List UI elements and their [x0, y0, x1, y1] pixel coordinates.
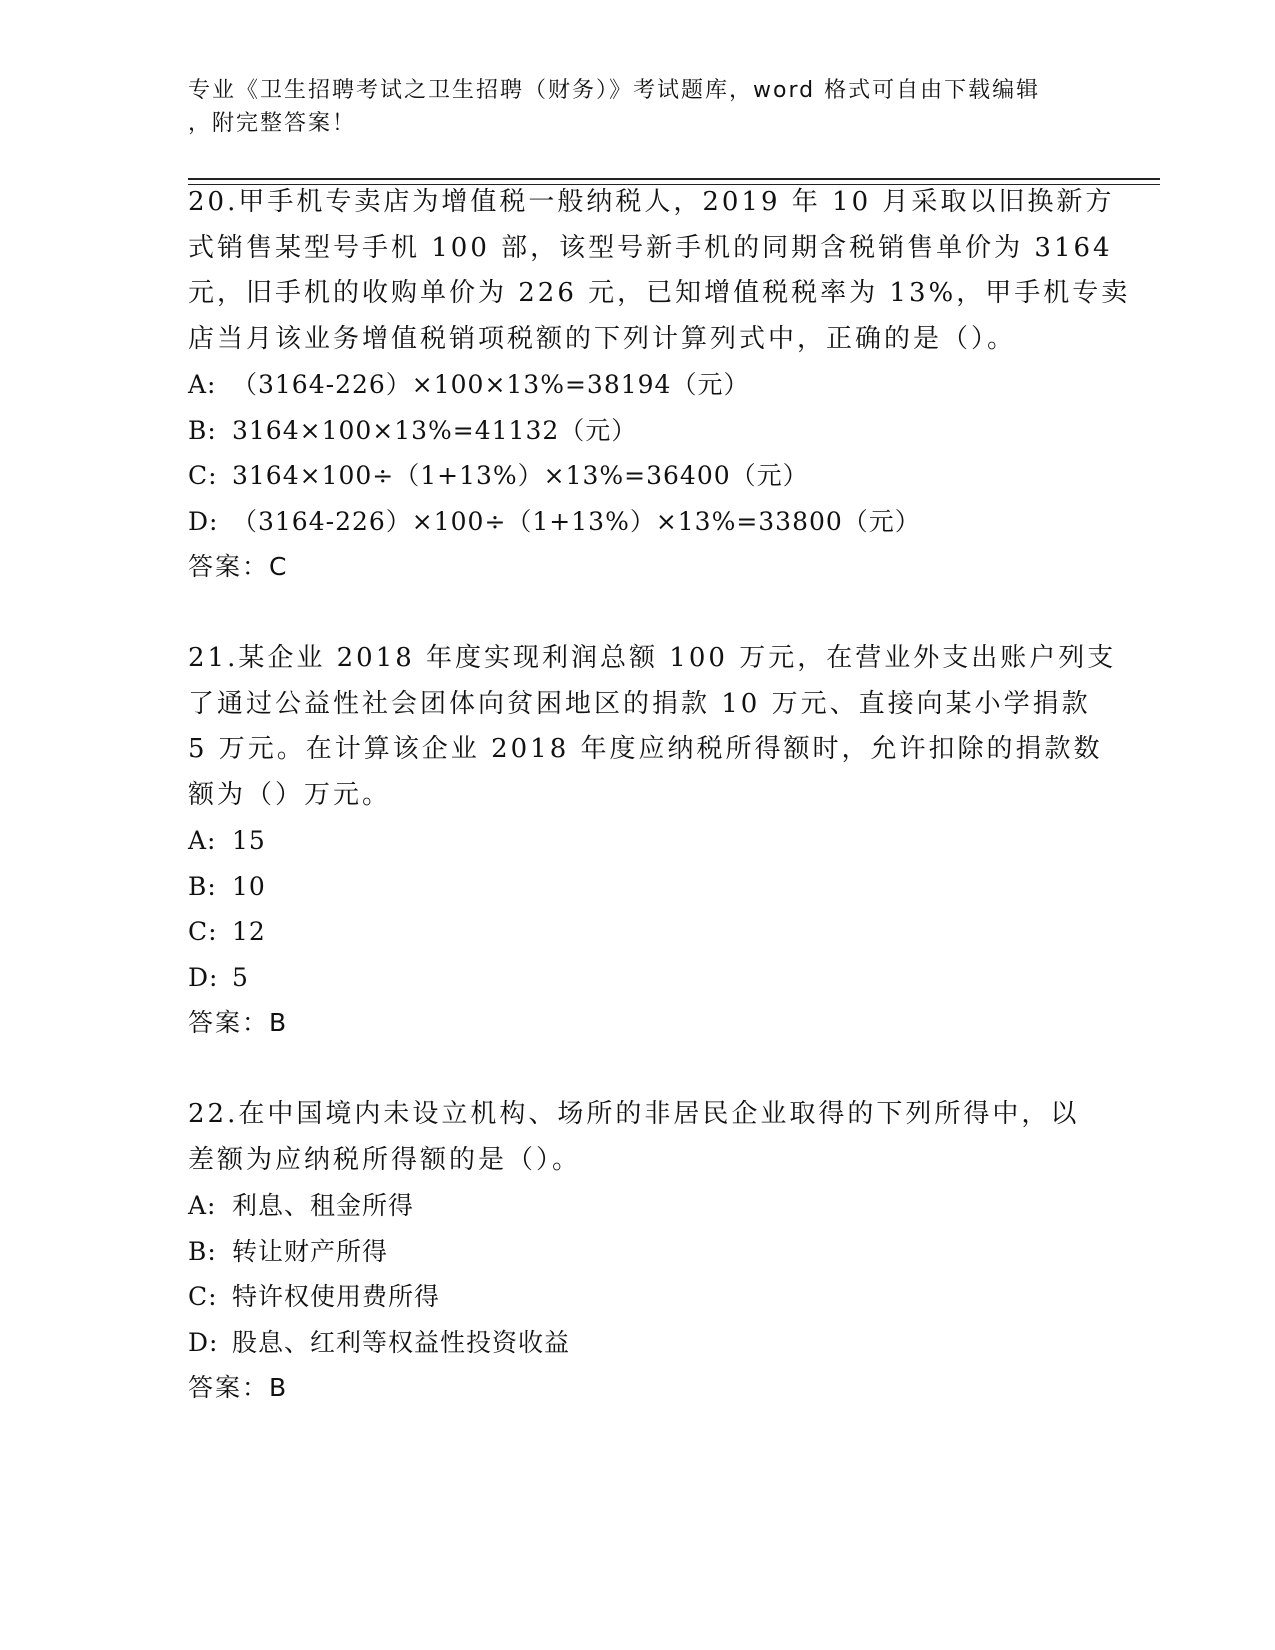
- option-b: [188, 1229, 1088, 1275]
- question-text-line: 店当月该业务增值税销项税额的下列计算列式中，正确的是（）。: [188, 323, 1017, 354]
- option-d: [188, 1320, 1088, 1366]
- question-block: [188, 636, 1117, 1046]
- answer-line: 答案：B: [188, 1008, 289, 1037]
- option-text: （3164-226）×100÷（1+13%）×13%=33800（元）: [232, 506, 921, 536]
- option-key: A:: [188, 1191, 217, 1220]
- option-text: 特许权使用费所得: [232, 1282, 441, 1311]
- option-b: [188, 408, 1088, 454]
- question-text-line: 22.在中国境内未设立机构、场所的非居民企业取得的下列所得中，以: [188, 1099, 1080, 1129]
- question-block: [188, 1092, 1088, 1411]
- option-text: 10: [232, 871, 266, 901]
- option-a: [188, 362, 1088, 408]
- option-key: A:: [188, 370, 217, 399]
- option-key: D:: [188, 1327, 219, 1357]
- option-key: D:: [188, 506, 219, 536]
- question-text-line: 式销售某型号手机 100 部，该型号新手机的同期含税销售单价为 3164: [188, 232, 1113, 263]
- option-key: D:: [188, 962, 219, 992]
- question-text-line: 额为（）万元。: [188, 779, 392, 810]
- option-text: 3164×100×13%=41132（元）: [232, 415, 638, 445]
- question-text-line: 元，旧手机的收购单价为 226 元，已知增值税税率为 13%，甲手机专卖: [188, 278, 1131, 308]
- option-key: C:: [188, 917, 218, 946]
- question-block: [188, 180, 1131, 590]
- option-d: [188, 955, 1088, 1001]
- option-text: 股息、红利等权益性投资收益: [232, 1327, 571, 1357]
- option-text: 5: [232, 962, 249, 992]
- header-line: ，附完整答案！: [188, 111, 357, 136]
- option-key: A:: [188, 826, 217, 855]
- option-text: 15: [232, 826, 266, 855]
- option-d: [188, 499, 1088, 545]
- option-key: B:: [188, 1236, 217, 1266]
- question-text-line: 了通过公益性社会团体向贫困地区的捐款 10 万元、直接向某小学捐款: [188, 688, 1091, 719]
- option-text: 3164×100÷（1+13%）×13%=36400（元）: [232, 461, 809, 490]
- option-key: C:: [188, 461, 218, 490]
- question-text-line: 差额为应纳税所得额的是（）。: [188, 1144, 582, 1175]
- option-c: [188, 1274, 1088, 1320]
- option-text: 转让财产所得: [232, 1236, 389, 1266]
- question-text-line: 20.甲手机专卖店为增值税一般纳税人，2019 年 10 月采取以旧换新方: [188, 187, 1115, 217]
- option-key: B:: [188, 415, 217, 445]
- answer-line: 答案：B: [188, 1373, 289, 1402]
- question-text-line: 5 万元。在计算该企业 2018 年度应纳税所得额时，允许扣除的捐款数: [188, 734, 1103, 764]
- question-text-line: 21.某企业 2018 年度实现利润总额 100 万元，在营业外支出账户列支: [188, 643, 1117, 673]
- option-key: C:: [188, 1282, 218, 1311]
- option-text: 利息、租金所得: [232, 1191, 415, 1220]
- option-text: （3164-226）×100×13%=38194（元）: [232, 370, 750, 399]
- option-b: [188, 864, 1088, 910]
- option-key: B:: [188, 871, 217, 901]
- option-a: [188, 1183, 1088, 1229]
- answer-line: 答案：C: [188, 552, 289, 581]
- document-header: [188, 74, 1068, 140]
- option-c: [188, 453, 1088, 499]
- option-a: [188, 818, 1088, 864]
- header-line: 专业《卫生招聘考试之卫生招聘（财务）》考试题库，word 格式可自由下载编辑: [188, 78, 1041, 103]
- option-c: [188, 909, 1088, 955]
- option-text: 12: [232, 917, 266, 946]
